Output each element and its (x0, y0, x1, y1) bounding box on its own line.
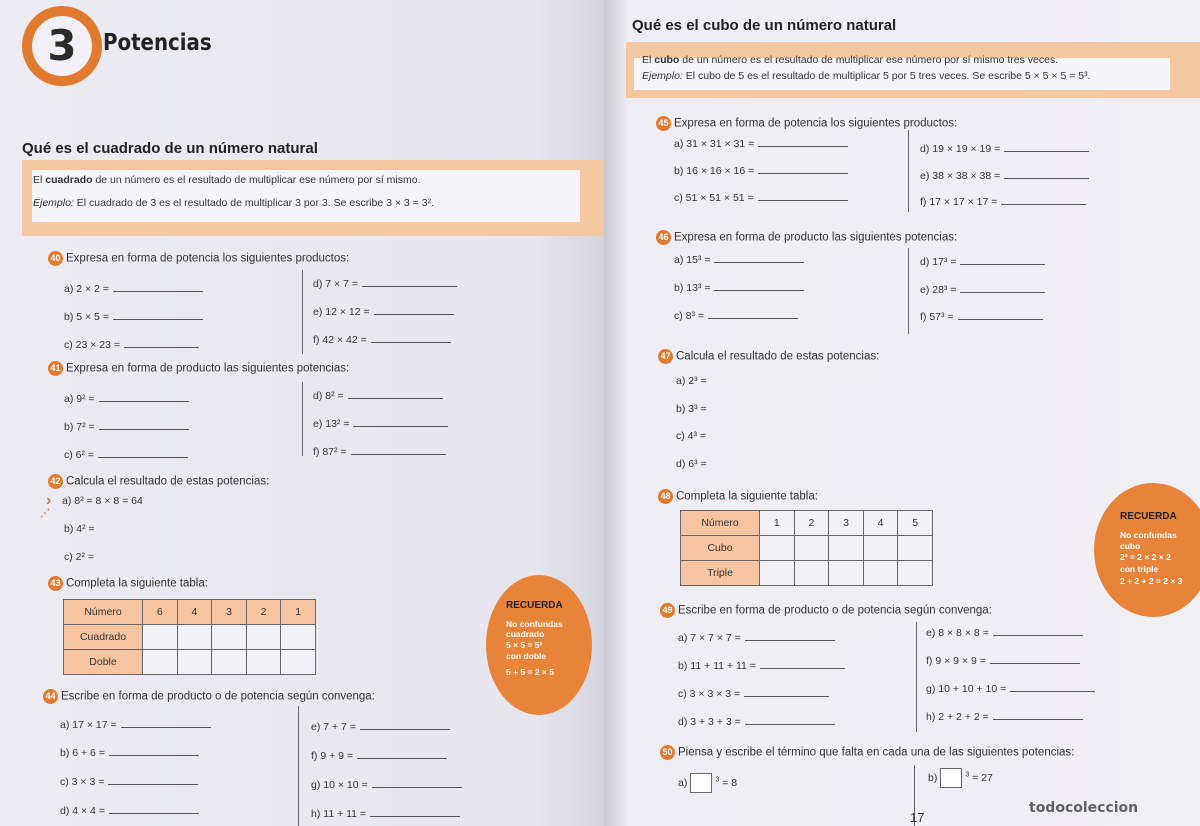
column-divider (298, 706, 299, 826)
table-cell[interactable] (898, 561, 933, 586)
exercise-49-statement: 49 Escribe en forma de producto o de potencia según convenga: (660, 603, 992, 618)
recuerda-line: No confundas (506, 619, 563, 629)
recuerda-line: cubo (1120, 541, 1141, 551)
exercise-item: c) 3 × 3 = (60, 776, 198, 788)
exercise-number-badge: 40 (48, 251, 63, 266)
table-cell[interactable] (177, 625, 212, 650)
exercise-number-badge: 47 (658, 349, 673, 364)
exercise-43-statement: 43 Completa la siguiente tabla: (48, 576, 208, 591)
example-arrow-icon: › (46, 492, 52, 509)
table-cell[interactable] (281, 650, 316, 675)
unit-number-circle (22, 6, 102, 86)
definition-text-cube: El cubo de un número es el resultado de multiplicar ese número por sí mismo tres veces. (642, 54, 1059, 66)
table-header-cell: 4 (863, 511, 898, 536)
exercise-item: c) 6² = (64, 449, 188, 461)
table-cell[interactable] (898, 536, 933, 561)
exercise-item: b) $^3$ = 27 (928, 768, 993, 788)
exercise-item: b) 16 × 16 × 16 = (674, 165, 848, 177)
column-divider (916, 622, 917, 732)
right-page (604, 0, 1200, 826)
exercise-item: f) 9 × 9 × 9 = (926, 655, 1080, 667)
table-cell[interactable] (177, 650, 212, 675)
recuerda-line: 2 + 2 + 2 = 2 × 3 (1120, 576, 1183, 586)
exercise-item: a) 15³ = (674, 254, 804, 266)
recuerda-title: RECUERDA (506, 600, 563, 611)
table-row (64, 650, 316, 675)
exercise-item: c) 2² = (64, 551, 95, 563)
exercise-item: a) 2³ = (676, 375, 707, 387)
exercise-item: e) 38 × 38 × 38 = (920, 170, 1089, 182)
exercise-item: b) 11 + 11 + 11 = (678, 660, 845, 672)
exercise-number-badge: 43 (48, 576, 63, 591)
table-cell[interactable] (246, 625, 281, 650)
exercise-item: f) 57³ = (920, 311, 1043, 323)
exercise-number-badge: 44 (43, 689, 58, 704)
table-header-cell: Número (681, 511, 760, 536)
table-header-cell: Número (64, 600, 143, 625)
exercise-item: b) 7² = (64, 421, 189, 433)
table-row (681, 536, 933, 561)
exercise-item: d) 7 × 7 = (313, 278, 457, 290)
table-header-cell: 4 (177, 600, 212, 625)
table-cell[interactable] (143, 650, 178, 675)
table-header-cell: 6 (143, 600, 178, 625)
exercise-item: f) 9 + 9 = (311, 750, 447, 762)
recuerda-line: 5 + 5 = 2 × 5 (506, 667, 554, 677)
exercise-41-statement: 41 Expresa en forma de producto las siguientes potencias: (48, 361, 349, 376)
definition-text-square: El cuadrado de un número es el resultado de multiplicar ese número por sí mismo. (33, 174, 421, 186)
exercise-item: a) 8² = 8 × 8 = 64 (62, 495, 143, 507)
table-cell[interactable] (829, 536, 864, 561)
exercise-item: d) 19 × 19 × 19 = (920, 143, 1089, 155)
exercise-item: a) 2 × 2 = (64, 283, 203, 295)
column-divider (302, 270, 303, 354)
exercise-48-statement: 48 Completa la siguiente tabla: (658, 489, 818, 504)
table-cell[interactable] (794, 536, 829, 561)
exercise-item: f) 42 × 42 = (313, 334, 451, 346)
exercise-item: b) 3³ = (676, 403, 707, 415)
exercise-item: c) 4³ = (676, 430, 707, 442)
recuerda-note-square (486, 575, 592, 715)
exercise-item: d) 6³ = (676, 458, 707, 470)
exercise-item: b) 13³ = (674, 282, 804, 294)
table-cell[interactable] (143, 625, 178, 650)
unit-number: 3 (32, 16, 92, 76)
exercise-46-statement: 46 Expresa en forma de producto las siguientes potencias: (656, 230, 957, 245)
example-text-square: Ejemplo: El cuadrado de 3 es el resultado de multiplicar 3 por 3. Se escribe 3 × 3 = 3². (33, 197, 434, 209)
exercise-item: a) 17 × 17 = (60, 719, 211, 731)
table-row-header: Doble (64, 650, 143, 675)
section-title-cube: Qué es el cubo de un número natural (632, 17, 897, 34)
table-cell[interactable] (794, 561, 829, 586)
exercise-number-badge: 45 (656, 116, 671, 131)
exercise-item: d) 4 × 4 = (60, 805, 199, 817)
exercise-item: f) 87² = (313, 446, 446, 458)
exercise-item: c) 23 × 23 = (64, 339, 199, 351)
exercise-number-badge: 46 (656, 230, 671, 245)
table-header-cell: 3 (829, 511, 864, 536)
exercise-item: f) 17 × 17 × 17 = (920, 196, 1086, 208)
exercise-42-statement: 42 Calcula el resultado de estas potencias: (48, 474, 269, 489)
exercise-item: d) 3 + 3 + 3 = (678, 716, 835, 728)
page-number: 17 (910, 810, 925, 825)
table-row-header: Cuadrado (64, 625, 143, 650)
exercise-45-statement: 45 Expresa en forma de potencia los siguientes productos: (656, 116, 957, 131)
exercise-item: a) 31 × 31 × 31 = (674, 138, 848, 150)
table-cell[interactable] (246, 650, 281, 675)
recuerda-line: con doble (506, 651, 547, 661)
exercise-item: c) 51 × 51 × 51 = (674, 192, 848, 204)
exercise-47-statement: 47 Calcula el resultado de estas potencias: (658, 349, 879, 364)
table-header-cell: 2 (246, 600, 281, 625)
exercise-item: e) 8 × 8 × 8 = (926, 627, 1083, 639)
exercise-number-badge: 50 (660, 745, 675, 760)
exercise-item: d) 8² = (313, 390, 443, 402)
recuerda-line: con triple (1120, 564, 1159, 574)
exercise-number-badge: 42 (48, 474, 63, 489)
exercise-item: a) 7 × 7 × 7 = (678, 632, 835, 644)
table-cell[interactable] (863, 561, 898, 586)
table-row-header: Triple (681, 561, 760, 586)
recuerda-line: No confundas (1120, 530, 1177, 540)
exercise-number-badge: 48 (658, 489, 673, 504)
exercise-item: e) 7 + 7 = (311, 721, 450, 733)
table-header-cell: 1 (281, 600, 316, 625)
watermark: todocoleccion (1029, 800, 1139, 816)
table-cell[interactable] (829, 561, 864, 586)
exercise-item: e) 12 × 12 = (313, 306, 454, 318)
exercise-item: e) 28³ = (920, 284, 1045, 296)
exercise-item: c) 8³ = (674, 310, 798, 322)
recuerda-line: 5 × 5 = 5² (506, 640, 543, 650)
column-divider (302, 382, 303, 456)
exercise-item: b) 5 × 5 = (64, 311, 203, 323)
table-row (681, 561, 933, 586)
table-cell[interactable] (760, 536, 795, 561)
column-divider (908, 248, 909, 334)
exercise-item: g) 10 + 10 + 10 = (926, 683, 1095, 695)
exercise-item: h) 11 + 11 = (311, 808, 460, 820)
table-cell[interactable] (760, 561, 795, 586)
dotted-path-icon: ⋰ (40, 508, 50, 519)
exercise-item: c) 3 × 3 × 3 = (678, 688, 829, 700)
exercise-item: b) 6 + 6 = (60, 747, 199, 759)
table-cell[interactable] (281, 625, 316, 650)
recuerda-line: 2³ = 2 × 2 × 2 (1120, 552, 1171, 562)
recuerda-note-cube (1094, 483, 1200, 617)
exercise-item: b) 4² = (64, 523, 95, 535)
table-header-cell: 3 (212, 600, 247, 625)
column-divider (908, 130, 909, 212)
recuerda-line: cuadrado (506, 629, 545, 639)
unit-title: Potencias (103, 30, 212, 56)
cube-table (680, 510, 933, 586)
exercise-40-statement: 40 Expresa en forma de potencia los siguientes productos: (48, 251, 349, 266)
exercise-44-statement: 44 Escribe en forma de producto o de potencia según convenga: (43, 689, 375, 704)
exercise-50-statement: 50 Piensa y escribe el término que falta en cada una de las siguientes potencias: (660, 745, 1074, 760)
recuerda-title: RECUERDA (1120, 511, 1177, 522)
exercise-item: e) 13² = (313, 418, 448, 430)
exercise-item: h) 2 + 2 + 2 = (926, 711, 1083, 723)
exercise-number-badge: 49 (660, 603, 675, 618)
exercise-item: g) 10 × 10 = (311, 779, 462, 791)
missing-base-box[interactable] (690, 773, 712, 793)
table-row (64, 625, 316, 650)
exercise-item: a) $^3$ = 8 (678, 773, 737, 793)
table-header-cell: 2 (794, 511, 829, 536)
exercise-item: d) 17³ = (920, 256, 1045, 268)
missing-base-box[interactable] (940, 768, 962, 788)
table-cell[interactable] (863, 536, 898, 561)
table-header-cell: 5 (898, 511, 933, 536)
table-row-header: Cubo (681, 536, 760, 561)
example-text-cube: Ejemplo: El cubo de 5 es el resultado de multiplicar 5 por 5 tres veces. Se escribe 5 × 5 × 5 = 5³. (642, 70, 1091, 82)
exercise-item: a) 9² = (64, 393, 189, 405)
section-title-square: Qué es el cuadrado de un número natural (22, 140, 318, 157)
table-cell[interactable] (212, 625, 247, 650)
exercise-number-badge: 41 (48, 361, 63, 376)
square-table (63, 599, 316, 675)
table-header-cell: 1 (760, 511, 795, 536)
table-cell[interactable] (212, 650, 247, 675)
